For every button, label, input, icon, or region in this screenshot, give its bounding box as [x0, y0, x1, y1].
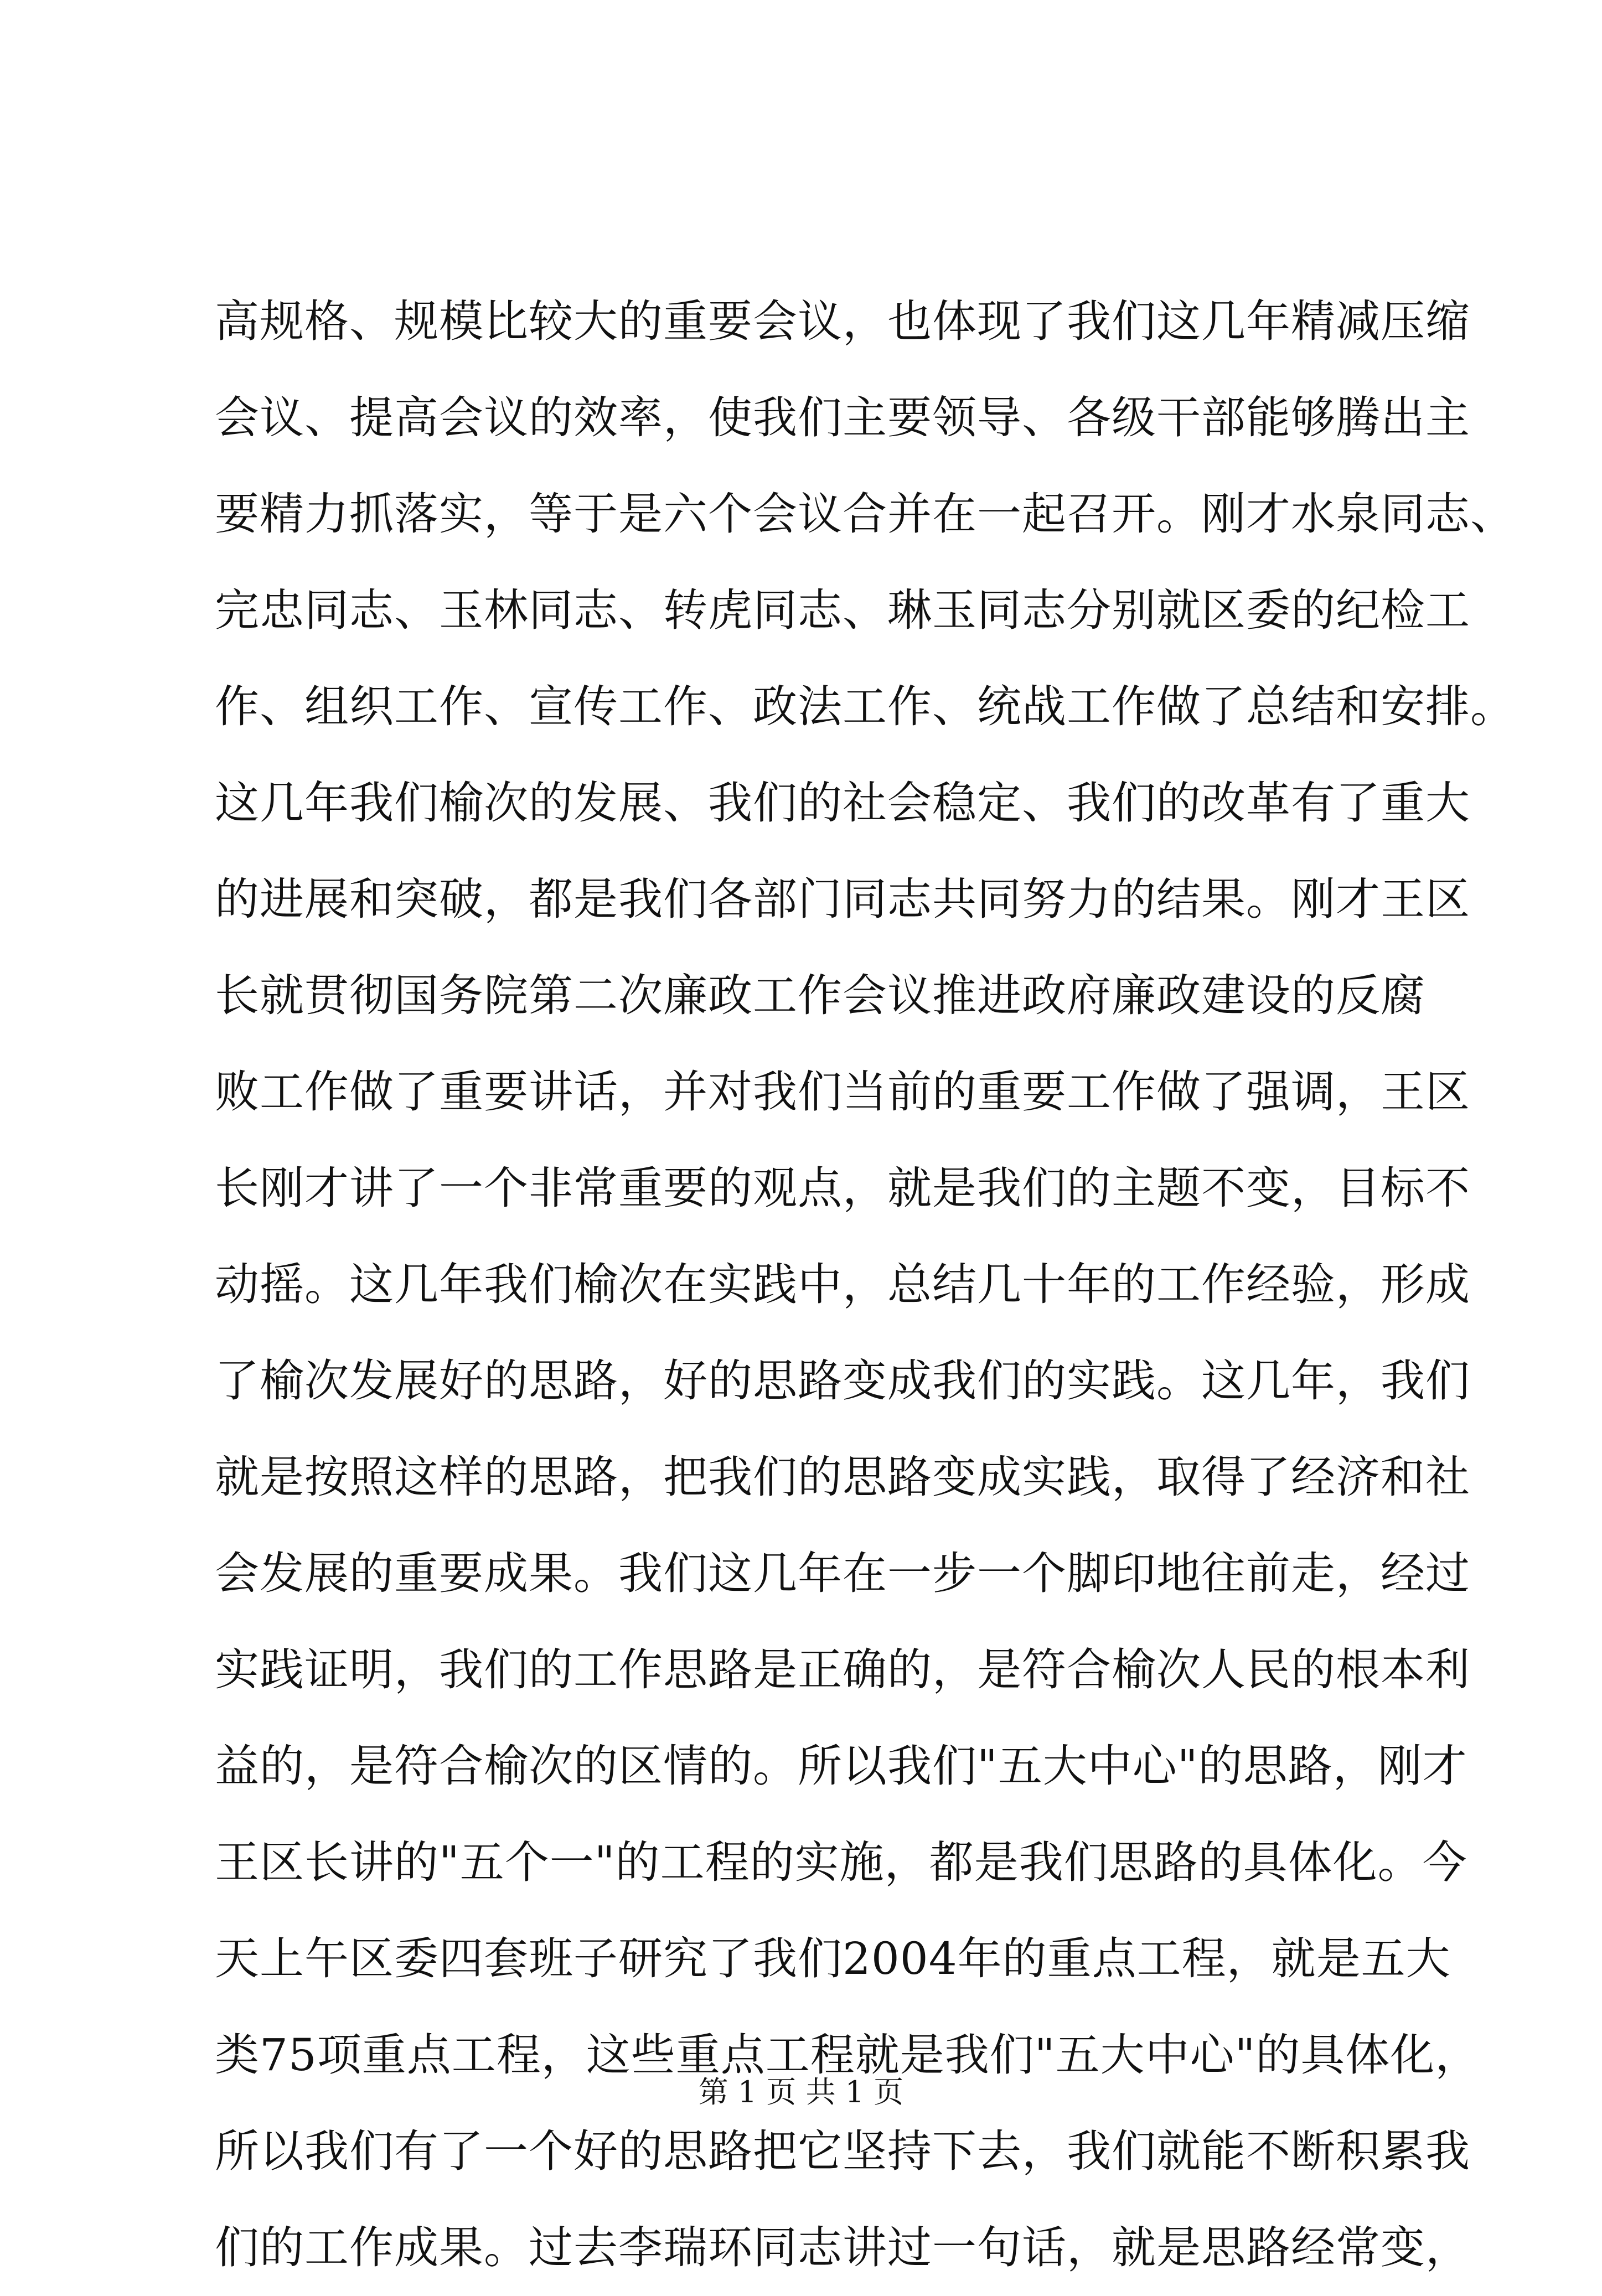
text-line: 们的工作成果。过去李瑞环同志讲过一句话，就是思路经常变，: [215, 2222, 1470, 2273]
text-line: 了榆次发展好的思路，好的思路变成我们的实践。这几年，我们: [215, 1355, 1470, 1406]
text-line: 会发展的重要成果。我们这几年在一步一个脚印地往前走，经过: [215, 1548, 1470, 1599]
text-line: 天上午区委四套班子研究了我们2004年的重点工程，就是五大: [215, 1933, 1451, 1984]
text-line: 动摇。这几年我们榆次在实践中，总结几十年的工作经验，形成: [215, 1259, 1470, 1310]
text-line: 实践证明，我们的工作思路是正确的，是符合榆次人民的根本利: [215, 1644, 1470, 1695]
text-line: 会议、提高会议的效率，使我们主要领导、各级干部能够腾出主: [215, 392, 1470, 443]
text-line: 高规格、规模比较大的重要会议，也体现了我们这几年精减压缩: [215, 296, 1470, 347]
text-line: 王区长讲的"五个一"的工程的实施，都是我们思路的具体化。今: [215, 1837, 1467, 1888]
page-footer: 第 1 页 共 1 页: [698, 2075, 904, 2109]
body-text: [215, 273, 1515, 2296]
text-line: 所以我们有了一个好的思路把它坚持下去，我们就能不断积累我: [215, 2126, 1470, 2177]
text-line: 益的，是符合榆次的区情的。所以我们"五大中心"的思路，刚才: [215, 1740, 1467, 1792]
text-line: 这几年我们榆次的发展、我们的社会稳定、我们的改革有了重大: [215, 777, 1470, 829]
text-line: 败工作做了重要讲话，并对我们当前的重要工作做了强调，王区: [215, 1066, 1470, 1118]
text-line: 长就贯彻国务院第二次廉政工作会议推进政府廉政建设的反腐: [215, 970, 1425, 1021]
text-line: 作、组织工作、宣传工作、政法工作、统战工作做了总结和安排。: [215, 681, 1515, 732]
text-line: 要精力抓落实，等于是六个会议合并在一起召开。刚才水泉同志、: [215, 488, 1515, 540]
text-line: 类75项重点工程，这些重点工程就是我们"五大中心"的具体化，: [215, 2029, 1480, 2081]
text-line: 就是按照这样的思路，把我们的思路变成实践，取得了经济和社: [215, 1451, 1470, 1503]
text-line: 完忠同志、玉林同志、转虎同志、琳玉同志分别就区委的纪检工: [215, 585, 1470, 636]
text-line: 的进展和突破，都是我们各部门同志共同努力的结果。刚才王区: [215, 873, 1470, 925]
text-line: 长刚才讲了一个非常重要的观点，就是我们的主题不变，目标不: [215, 1162, 1470, 1214]
